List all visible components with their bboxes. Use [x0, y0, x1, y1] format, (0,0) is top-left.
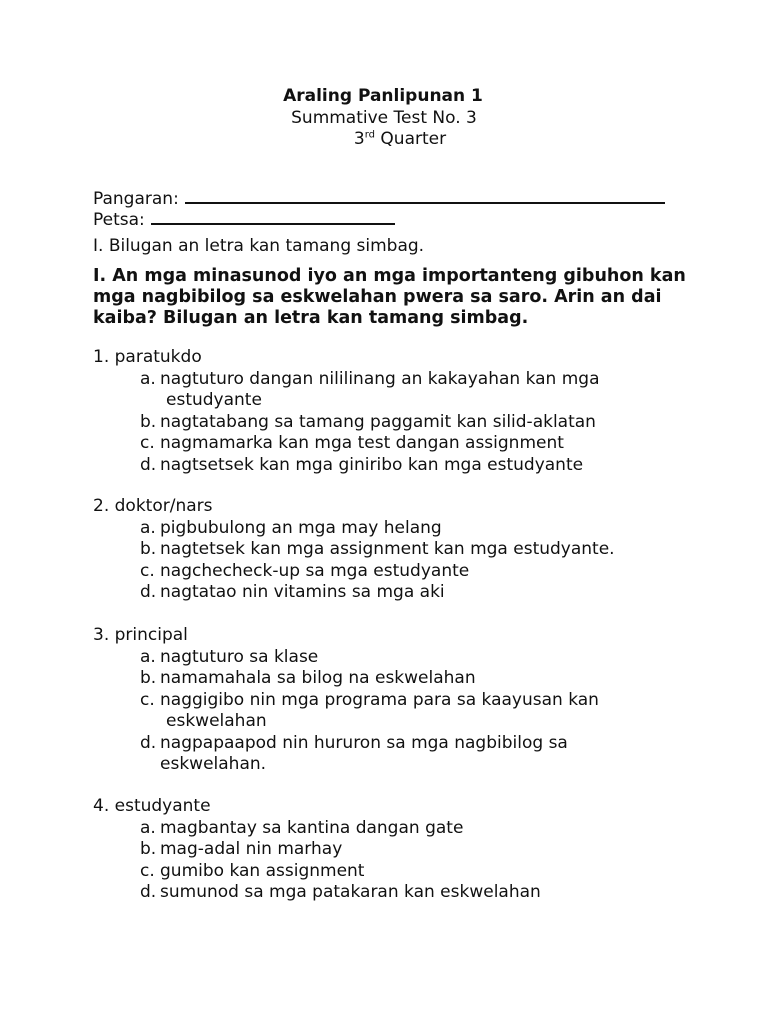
answer-choice[interactable] [93, 582, 693, 604]
choice-text: naggigibo nin mga programa para sa kaayusan kan [160, 689, 599, 710]
question-text: 4. estudyante [93, 796, 211, 816]
choice-text: nagtetsek kan mga assignment kan mga estudyante. [160, 539, 615, 559]
choice-text: nagtuturo dangan nililinang an kakayahan kan mga [160, 368, 600, 389]
choice-letter: b. [140, 839, 157, 859]
choice-letter: b. [140, 411, 157, 432]
question-item [93, 496, 693, 604]
choice-text: nagtatabang sa tamang paggamit kan silid-aklatan [160, 411, 596, 432]
choice-text: magbantay sa kantina dangan gate [160, 817, 464, 838]
page-title: Araling Panlipunan 1 [283, 86, 483, 106]
choice-letter: a. [140, 517, 156, 538]
choice-letter: c. [140, 433, 155, 453]
answer-choice[interactable] [93, 647, 693, 669]
instruction-line: I. Bilugan an letra kan tamang simbag. [93, 236, 425, 256]
choice-letter: a. [140, 646, 156, 667]
choice-text: gumibo kan assignment [160, 860, 365, 881]
answer-choice[interactable] [93, 818, 693, 840]
quarter-word: Quarter [380, 129, 447, 149]
question-item [93, 796, 693, 904]
quarter-number: 3 [353, 129, 365, 149]
answer-choice[interactable] [93, 455, 693, 477]
page-subtitle: Summative Test No. 3 [291, 107, 477, 128]
choice-text-continued: estudyante [166, 390, 262, 410]
choice-letter: b. [140, 668, 157, 688]
choice-letter: d. [140, 582, 157, 602]
choice-text: nagmamarka kan mga test dangan assignment [160, 433, 564, 453]
choice-letter: d. [140, 882, 157, 902]
answer-choice[interactable] [93, 412, 693, 434]
answer-choice[interactable] [93, 861, 693, 883]
choice-text-continued: eskwelahan. [160, 754, 267, 774]
choice-text: sumunod sa mga patakaran kan eskwelahan [160, 882, 541, 902]
answer-choice[interactable] [93, 839, 693, 861]
question-text: 1. paratukdo [93, 347, 202, 367]
choice-text-continued: eskwelahan [166, 711, 267, 731]
choice-letter: c. [140, 689, 155, 710]
answer-choice[interactable] [93, 539, 693, 561]
question-item [93, 347, 693, 476]
answer-choice[interactable] [93, 369, 693, 412]
instruction-bold: I. An mga minasunod iyo an mga importanteng gibuhon kan mga nagbibilog sa eskwelahan pwera sa saro. Arin an dai kaiba? Bilugan an letra kan tamang simbag. [93, 266, 686, 328]
quarter-ordinal-suffix: rd [364, 129, 376, 141]
date-label: Petsa: [93, 210, 145, 230]
choice-text: nagtatao nin vitamins sa mga aki [160, 582, 445, 602]
choice-letter: c. [140, 560, 155, 581]
answer-choice[interactable] [93, 518, 693, 540]
choice-letter: a. [140, 817, 156, 838]
answer-choice[interactable] [93, 668, 693, 690]
choice-text: pigbubulong an mga may helang [160, 517, 442, 538]
answer-choice[interactable] [93, 433, 693, 455]
date-field-row [93, 206, 395, 232]
date-blank-line [151, 206, 395, 225]
choice-letter: b. [140, 539, 157, 559]
choice-letter: d. [140, 732, 157, 753]
choice-text: namamahala sa bilog na eskwelahan [160, 668, 476, 688]
document-header [0, 86, 768, 151]
question-item [93, 625, 693, 776]
question-text: 2. doktor/nars [93, 496, 213, 516]
choice-text: mag-adal nin marhay [160, 839, 343, 859]
choice-text: nagpapaapod nin hururon sa mga nagbibilog sa [160, 732, 568, 753]
choice-letter: d. [140, 454, 157, 475]
question-text: 3. principal [93, 625, 188, 645]
answer-choice[interactable] [93, 733, 693, 776]
quarter-label [32, 129, 768, 151]
choice-text: nagchecheck-up sa mga estudyante [160, 560, 470, 581]
choice-letter: c. [140, 860, 155, 881]
answer-choice[interactable] [93, 882, 693, 904]
name-label: Pangaran: [93, 189, 179, 209]
choice-text: nagtuturo sa klase [160, 646, 319, 667]
choice-letter: a. [140, 368, 156, 389]
choice-text: nagtsetsek kan mga giniribo kan mga estudyante [160, 454, 584, 475]
name-blank-line [185, 185, 665, 204]
answer-choice[interactable] [93, 690, 693, 733]
answer-choice[interactable] [93, 561, 693, 583]
